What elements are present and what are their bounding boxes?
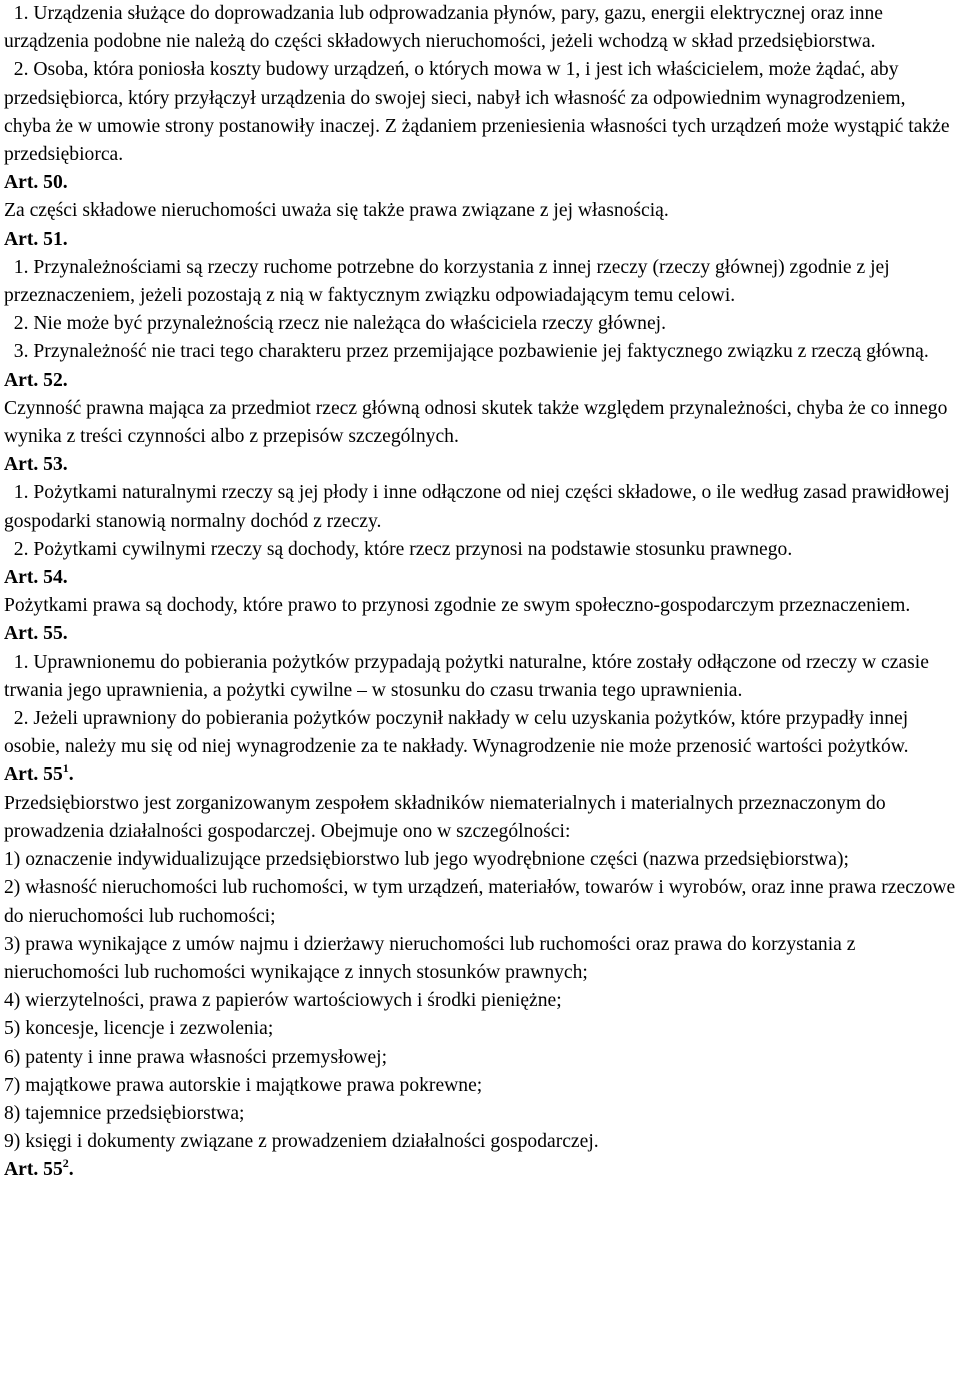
paragraph: 3. Przynależność nie traci tego charakteru przez przemijające pozbawienie jej faktycznego związku z rzeczą główną. (13, 341, 929, 363)
article-superscript: 1 (62, 760, 69, 775)
article-heading: Art. 54. (4, 567, 68, 589)
article-superscript: 2 (62, 1155, 69, 1170)
article-number: Art. 55 (4, 764, 63, 786)
paragraph: 2. Jeżeli uprawniony do pobierania pożytków poczynił nakłady w celu uzyskania pożytków, które przypadły innej osobie, należy mu się od niej wynagrodzenie za te nakłady. Wynagrodzenie nie może przenosić wartości pożytków. (4, 708, 909, 758)
paragraph: Za części składowe nieruchomości uważa się także prawa związane z jej własnością. (4, 200, 669, 222)
article-suffix: . (68, 1159, 74, 1181)
paragraph: 1. Pożytkami naturalnymi rzeczy są jej płody i inne odłączone od niej części składowe, o ile według zasad prawidłowej gospodarki stanowią normalny dochód z rzeczy. (4, 482, 950, 532)
paragraph: Pożytkami prawa są dochody, które prawo to przynosi zgodnie ze swym społeczno-gospodarczym przeznaczeniem. (4, 595, 911, 617)
paragraph: Czynność prawna mająca za przedmiot rzecz główną odnosi skutek także względem przynależności, chyba że co innego wynika z treści czynności albo z przepisów szczególnych. (4, 397, 948, 448)
article-heading: Art. 51. (4, 228, 68, 250)
list-item: 3) prawa wynikające z umów najmu i dzierżawy nieruchomości lub ruchomości oraz prawa do korzystania z nieruchomości lub ruchomości wynikające z innych stosunków prawnych; (4, 933, 856, 983)
list-item: 1) oznaczenie indywidualizujące przedsiębiorstwo lub jego wyodrębnione części (nazwa przedsiębiorstwa); (4, 849, 849, 871)
list-item: 9) księgi i dokumenty związane z prowadzeniem działalności gospodarczej. (4, 1131, 599, 1153)
paragraph: 2. Osoba, która poniosła koszty budowy urządzeń, o których mowa w 1, i jest ich właścicielem, może żądać, aby przedsiębiorca, który przyłączył urządzenia do swojej sieci, nabył ich własność za odpowiednim wynagrodzeniem, chyba że w umowie strony postanowiły inaczej. Z żądaniem przeniesienia własności tych urządzeń może wystąpić także przedsiębiorca. (4, 59, 950, 166)
article-heading: Art. 50. (4, 172, 68, 194)
list-item: 5) koncesje, licencje i zezwolenia; (4, 1018, 274, 1040)
article-suffix: . (68, 764, 74, 786)
article-heading: Art. 52. (4, 369, 68, 391)
article-number: Art. 55 (4, 1159, 63, 1181)
paragraph: 1. Uprawnionemu do pobierania pożytków przypadają pożytki naturalne, które zostały odłączone od rzeczy w czasie trwania jego uprawnienia, a pożytki cywilne – w stosunku do czasu trwania tego uprawnienia. (4, 651, 929, 701)
article-heading (4, 1156, 956, 1184)
list-item: 6) patenty i inne prawa własności przemysłowej; (4, 1046, 388, 1068)
paragraph: 1. Przynależnościami są rzeczy ruchome potrzebne do korzystania z innej rzeczy (rzeczy głównej) zgodnie z jej przeznaczeniem, jeżeli pozostają z nią w faktycznym związku odpowiadającym temu celowi. (4, 256, 890, 307)
paragraph: Przedsiębiorstwo jest zorganizowanym zespołem składników niematerialnych i materialnych przeznaczonym do prowadzenia działalności gospodarczej. Obejmuje ono w szczególności: (4, 792, 886, 842)
article-heading: Art. 53. (4, 454, 68, 476)
document-page (4, 0, 956, 1185)
list-item: 2) własność nieruchomości lub ruchomości, w tym urządzeń, materiałów, towarów i wyrobów, oraz inne prawa rzeczowe do nieruchomości lub ruchomości; (4, 877, 956, 927)
paragraph: 2. Pożytkami cywilnymi rzeczy są dochody, które rzecz przynosi na podstawie stosunku prawnego. (13, 538, 793, 560)
article-heading (4, 761, 956, 789)
paragraph: 1. Urządzenia służące do doprowadzania lub odprowadzania płynów, pary, gazu, energii elektrycznej oraz inne urządzenia podobne nie należą do części składowych nieruchomości, jeżeli wchodzą w skład przedsiębiorstwa. (4, 3, 883, 53)
article-heading: Art. 55. (4, 623, 68, 645)
paragraph: 2. Nie może być przynależnością rzecz nie należąca do właściciela rzeczy głównej. (13, 313, 667, 335)
list-item: 7) majątkowe prawa autorskie i majątkowe prawa pokrewne; (4, 1074, 483, 1096)
list-item: 8) tajemnice przedsiębiorstwa; (4, 1102, 245, 1124)
list-item: 4) wierzytelności, prawa z papierów wartościowych i środki pieniężne; (4, 990, 562, 1012)
